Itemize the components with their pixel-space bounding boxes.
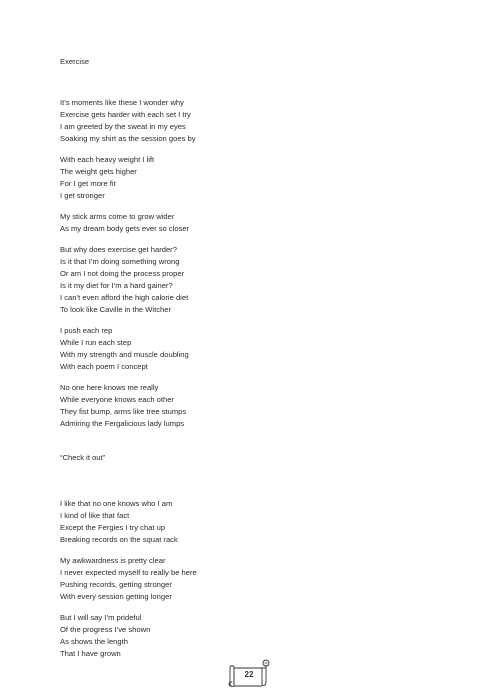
poem-line: Of the progress I’ve shown	[60, 625, 151, 634]
poem-line: The weight gets higher	[60, 167, 137, 176]
poem-line: For I get more fit	[60, 179, 116, 188]
stanza-6	[60, 382, 440, 430]
poem-line: As shows the length	[60, 637, 128, 646]
stanza-8	[60, 498, 440, 546]
poem-line: As my dream body gets ever so closer	[60, 224, 190, 233]
poem-line: With each heavy weight I lift	[60, 155, 155, 164]
poem-line: While I run each step	[60, 338, 132, 347]
stanza-3	[60, 211, 440, 235]
poem-line: I never expected myself to really be here	[60, 568, 197, 577]
poem-line: I like that no one knows who I am	[60, 499, 173, 508]
poem-line: I get stronger	[60, 191, 105, 200]
poem-line: But why does exercise get harder?	[60, 245, 177, 254]
poem-line: That I have grown	[60, 649, 121, 658]
poem-line: I kind of like that fact	[60, 511, 130, 520]
poem-line: While everyone knows each other	[60, 395, 174, 404]
poem-line: It’s moments like these I wonder why	[60, 98, 184, 107]
poem-line: No one here knows me really	[60, 383, 159, 392]
poem-line: Pushing records, getting stronger	[60, 580, 172, 589]
poem-line: With each poem I concept	[60, 362, 148, 371]
poem-line: With my strength and muscle doubling	[60, 350, 189, 359]
poem-line: Except the Fergies I try chat up	[60, 523, 166, 532]
poem-line: Or am I not doing the process proper	[60, 269, 185, 278]
stanza-4	[60, 244, 440, 316]
stanza-10	[60, 612, 440, 660]
poem-line: My awkwardness is pretty clear	[60, 556, 166, 565]
stanza-1	[60, 97, 440, 145]
poem-line: My stick arms come to grow wider	[60, 212, 175, 221]
poem-line: I can’t even afford the high calorie diet	[60, 293, 189, 302]
page-number: 22	[244, 670, 254, 679]
page-number-scroll	[222, 658, 274, 688]
poem-line: But I will say I’m prideful	[60, 613, 142, 622]
stanza-2	[60, 154, 440, 202]
poem-line: Is it my diet for I’m a hard gainer?	[60, 281, 173, 290]
stanza-5	[60, 325, 440, 373]
stanza-quote	[60, 452, 440, 464]
poem-line: I push each rep	[60, 326, 113, 335]
poem-line: Breaking records on the squat rack	[60, 535, 178, 544]
poem-line: Exercise gets harder with each set I try	[60, 110, 191, 119]
poem-line: Admiring the Fergalicious lady lumps	[60, 419, 185, 428]
poem-line: I am greeted by the sweat in my eyes	[60, 122, 186, 131]
stanza-9	[60, 555, 440, 603]
poem-line: With every session getting longer	[60, 592, 172, 601]
poem-line: They fist bump, arms like tree stumps	[60, 407, 187, 416]
poem-title: Exercise	[60, 57, 90, 66]
poem-body	[60, 97, 440, 669]
poem-line: Soaking my shirt as the session goes by	[60, 134, 196, 143]
poem-line: “Check it out”	[60, 453, 106, 462]
poem-line: Is it that I’m doing something wrong	[60, 257, 180, 266]
poem-line: To look like Caville in the Witcher	[60, 305, 171, 314]
